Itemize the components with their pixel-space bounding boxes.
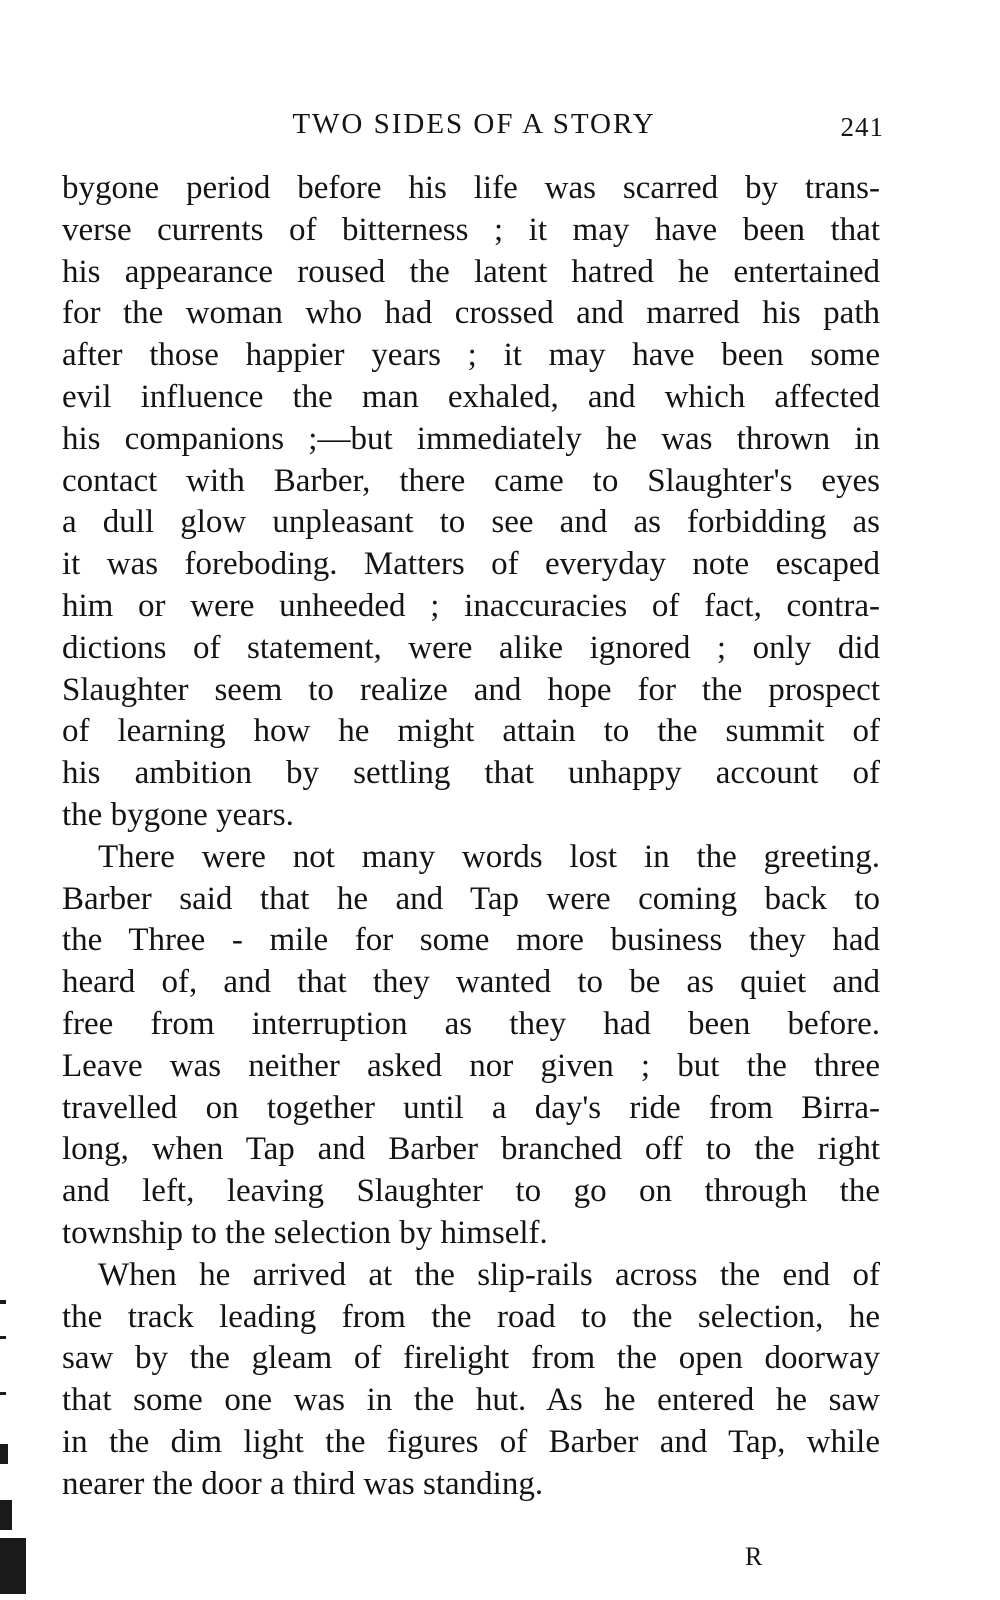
paragraph-start-line: There were not many words lost in the greeting. xyxy=(98,838,880,875)
scan-edge-mark xyxy=(0,1444,8,1464)
text-line: the bygone years. xyxy=(62,796,294,833)
text-line: of learning how he might attain to the summit of xyxy=(62,713,880,750)
text-line: township to the selection by himself. xyxy=(62,1214,548,1251)
text-line: travelled on together until a day's ride from Birra- xyxy=(62,1089,880,1126)
text-line: Slaughter seem to realize and hope for the prospect xyxy=(62,671,880,708)
text-line: saw by the gleam of firelight from the open doorway xyxy=(62,1340,880,1377)
text-line: bygone period before his life was scarred by trans- xyxy=(62,170,880,206)
running-title: TWO SIDES OF A STORY xyxy=(292,108,656,140)
page-number: 241 xyxy=(840,112,884,142)
text-line: Leave was neither asked nor given ; but the three xyxy=(62,1047,880,1084)
text-line: it was foreboding. Matters of everyday note escaped xyxy=(62,546,880,583)
paragraph-start-line: When he arrived at the slip-rails across the end of xyxy=(98,1256,880,1293)
scan-edge-mark xyxy=(0,1538,26,1594)
body-text xyxy=(62,168,880,1506)
text-line: in the dim light the figures of Barber and Tap, while xyxy=(62,1423,880,1460)
text-line: contact with Barber, there came to Slaughter's eyes xyxy=(62,462,880,499)
running-head xyxy=(64,108,884,148)
text-line: for the woman who had crossed and marred his path xyxy=(62,295,880,332)
text-line: his ambition by settling that unhappy account of xyxy=(62,755,880,792)
text-line: the track leading from the road to the selection, he xyxy=(62,1298,880,1335)
text-line: heard of, and that they wanted to be as quiet and xyxy=(62,964,880,1001)
scan-edge-mark xyxy=(0,1300,6,1304)
text-line: him or were unheeded ; inaccuracies of fact, contra- xyxy=(62,587,880,624)
text-line: evil influence the man exhaled, and which affected xyxy=(62,378,880,415)
scan-edge-mark xyxy=(0,1336,6,1339)
text-line: the Three - mile for some more business they had xyxy=(62,922,880,959)
text-line: and left, leaving Slaughter to go on through the xyxy=(62,1173,880,1210)
text-line: dictions of statement, were alike ignored ; only did xyxy=(62,629,880,666)
text-line: his appearance roused the latent hatred he entertained xyxy=(62,253,880,290)
text-line: that some one was in the hut. As he entered he saw xyxy=(62,1382,880,1419)
text-line: nearer the door a third was standing. xyxy=(62,1465,544,1502)
scan-edge-mark xyxy=(0,1500,12,1530)
text-line: his companions ;—but immediately he was thrown in xyxy=(62,420,880,457)
text-line: long, when Tap and Barber branched off to the right xyxy=(62,1131,880,1168)
signature-mark: R xyxy=(745,1542,763,1571)
text-line: Barber said that he and Tap were coming back to xyxy=(62,880,880,917)
text-line: a dull glow unpleasant to see and as forbidding as xyxy=(62,504,880,541)
scan-edge-mark xyxy=(0,1392,6,1395)
text-line: after those happier years ; it may have been some xyxy=(62,337,880,374)
text-line: free from interruption as they had been before. xyxy=(62,1005,880,1042)
text-line: verse currents of bitterness ; it may have been that xyxy=(62,211,880,248)
